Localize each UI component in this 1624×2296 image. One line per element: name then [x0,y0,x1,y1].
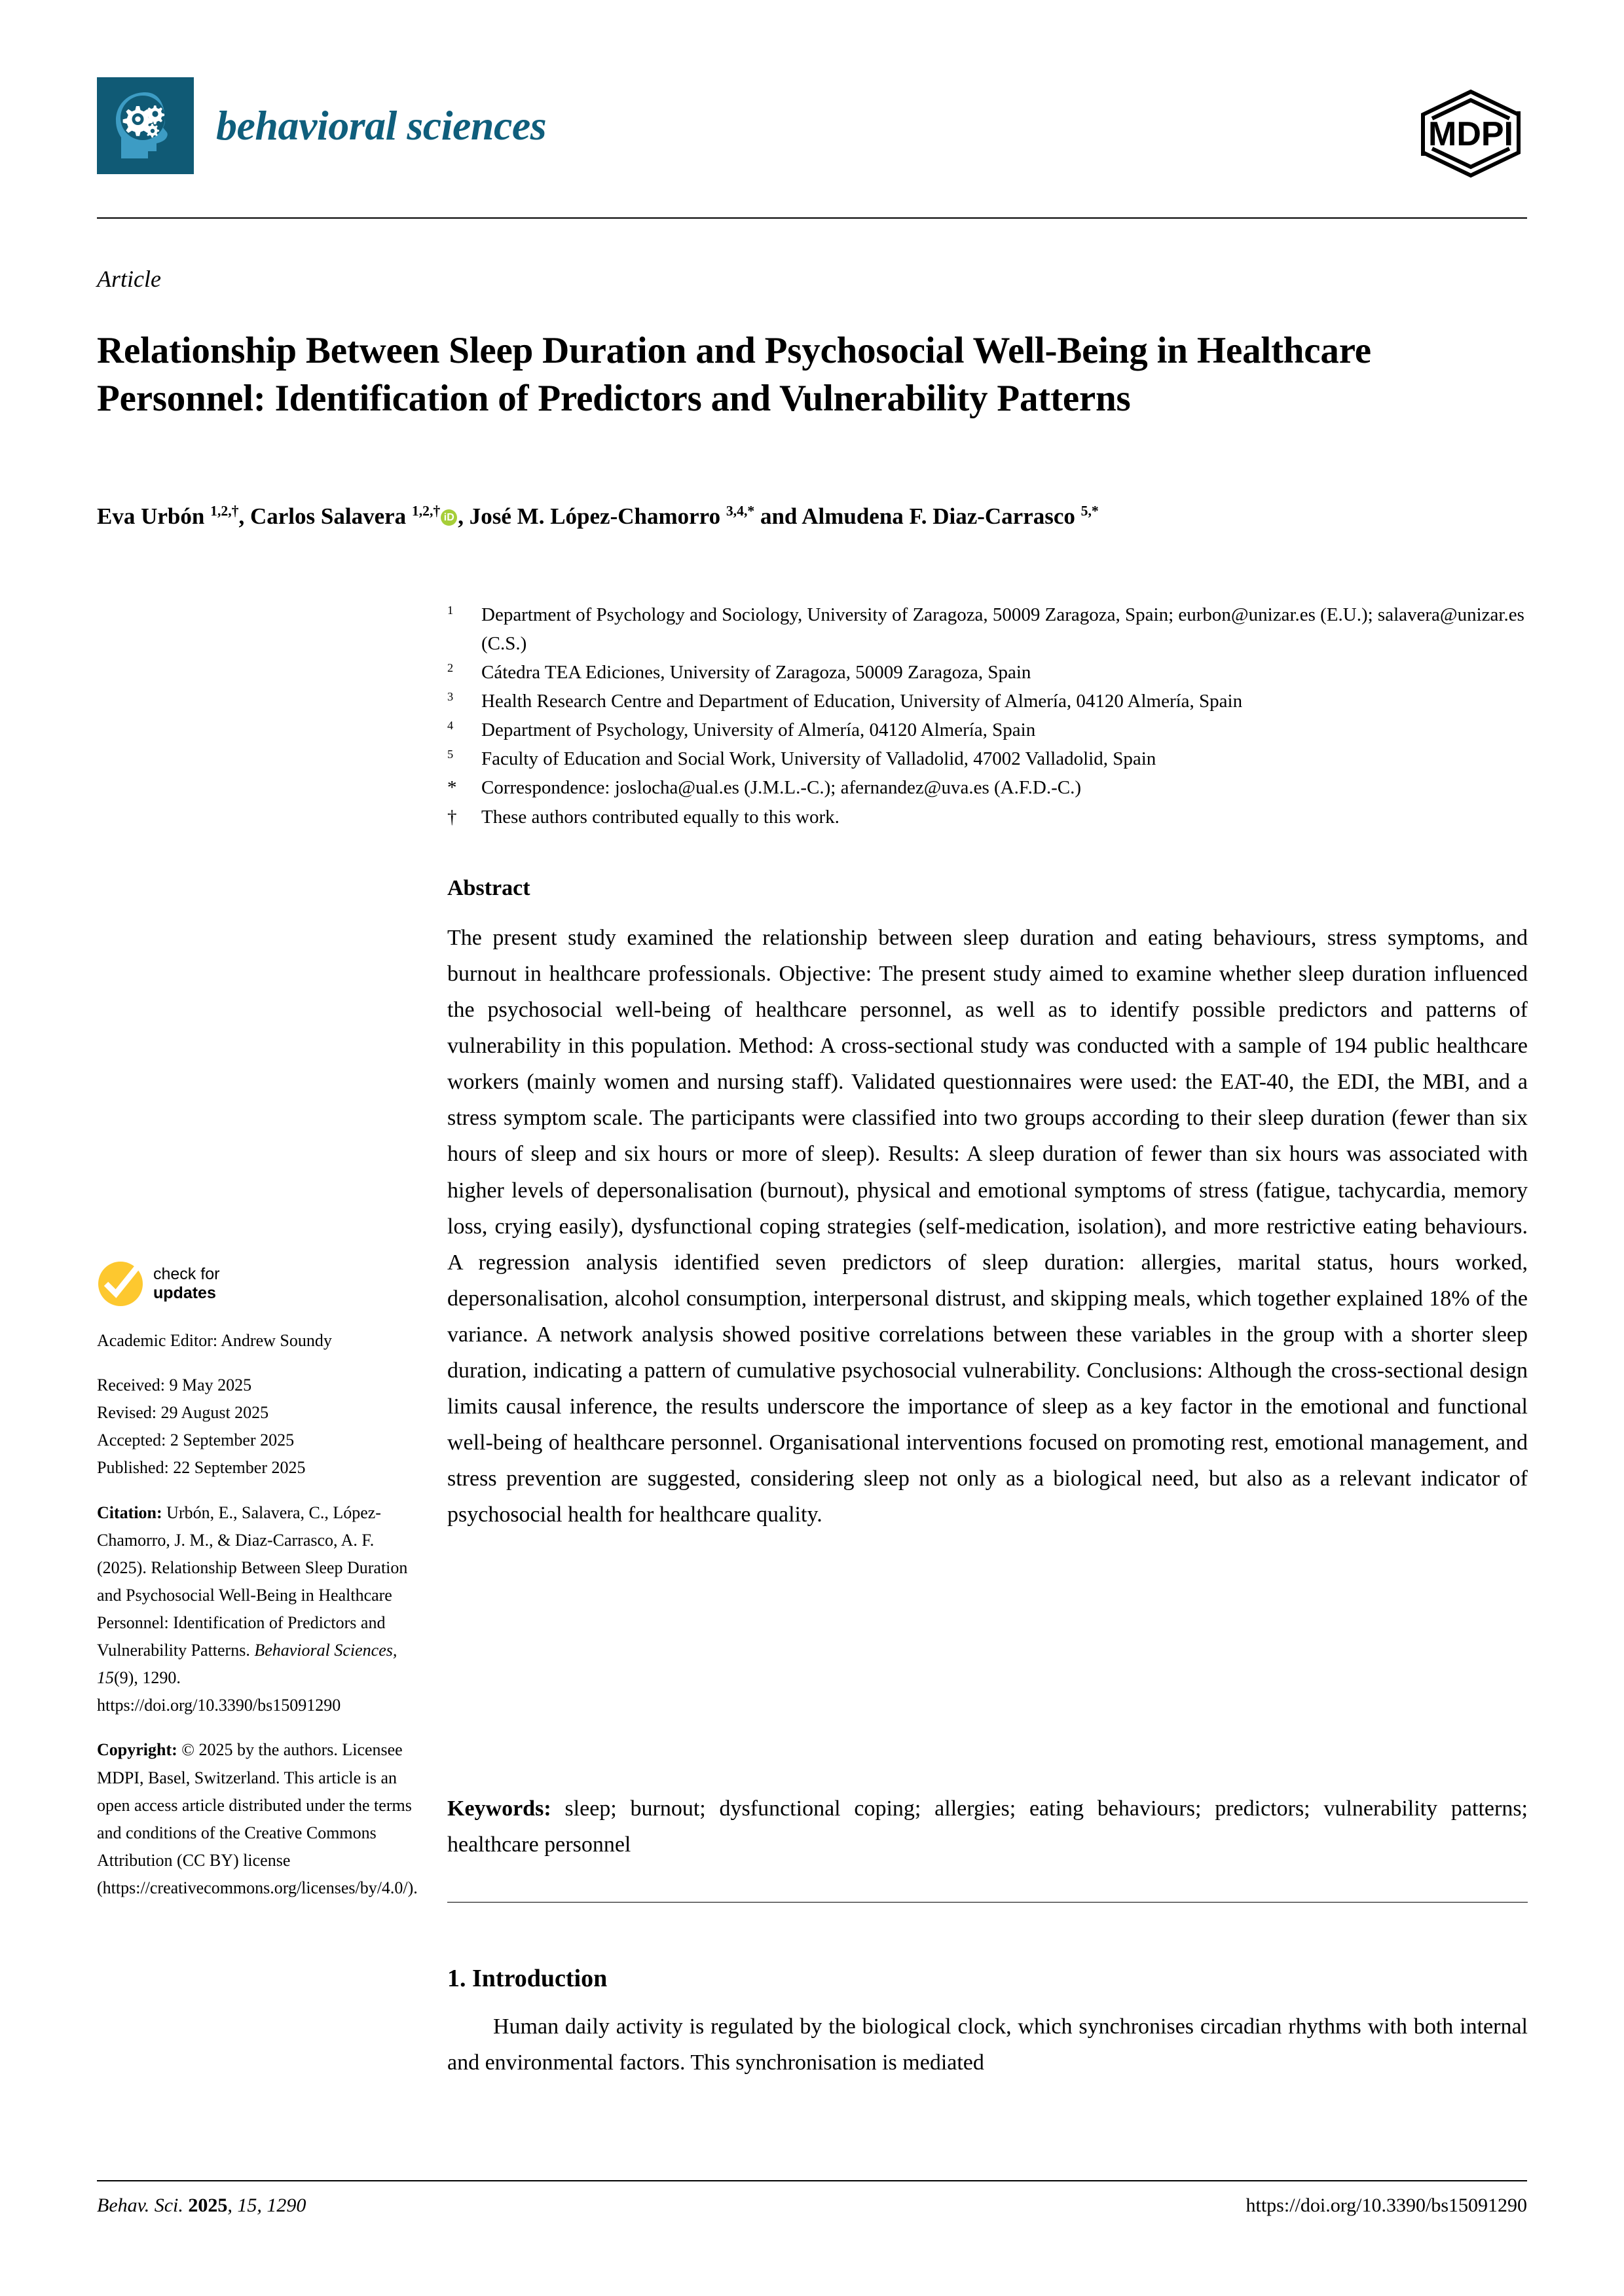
affiliation-text: Department of Psychology, University of Almería, 04120 Almería, Spain [481,720,1036,741]
affiliation-row [447,687,1528,716]
page-footer [97,2195,1527,2217]
affiliation-marker: 1 [447,604,454,617]
copyright-text: © 2025 by the authors. Licensee MDPI, Basel, Switzerland. This article is an open access article distributed under the terms and conditions of the Creative Commons Attribution (CC BY) license (https://creativecommons.org/licenses/by/4.0/). [97,1740,418,1897]
footer-year: 2025 [188,2195,228,2216]
author-affiliation-marker: 3,4,* [726,503,755,519]
affiliation-marker: † [447,806,457,828]
affiliation-text: Health Research Centre and Department of Education, University of Almería, 04120 Almería, Spain [481,691,1243,712]
footer-divider [97,2180,1527,2181]
affiliation-text: Cátedra TEA Ediciones, University of Zaragoza, 50009 Zaragoza, Spain [481,662,1031,683]
affiliations-list [447,600,1528,831]
author-separator: and [754,503,802,529]
author-list [97,501,1531,532]
affiliation-text: Department of Psychology and Sociology, University of Zaragoza, 50009 Zaragoza, Spain; eurbon@unizar.es (E.U.); salavera@unizar.es (C.S.) [481,604,1524,655]
masthead [97,77,1527,202]
crossmark-line-2: updates [153,1284,216,1302]
mdpi-logo-icon[interactable] [1414,88,1527,179]
citation-volume: , 15 [97,1641,397,1688]
date-accepted: Accepted: 2 September 2025 [97,1430,295,1450]
introduction-paragraph: Human daily activity is regulated by the biological clock, which synchronises circadian rhythms with both internal and environmental factors. This synchronisation is mediated [447,2014,1528,2075]
affiliation-marker: * [447,777,457,799]
introduction-heading: 1. Introduction [447,1965,608,1992]
keywords-label: Keywords: [447,1796,551,1821]
affiliation-row [447,658,1528,687]
behavioral-sciences-logo-icon [97,77,194,174]
footer-journal: Behav. Sci. [97,2195,183,2216]
crossmark-line-1: check for [153,1264,220,1283]
citation-block [97,1499,418,1720]
academic-editor: Academic Editor: Andrew Soundy [97,1331,332,1350]
date-received: Received: 9 May 2025 [97,1376,252,1395]
author-name: Carlos Salavera [249,503,412,529]
affiliation-marker: 2 [447,661,454,675]
page-title: Relationship Between Sleep Duration and Psychosocial Well-Being in Healthcare Personnel: Identification of Predictors and Vulnerability Patterns [97,330,1371,420]
check-for-updates-icon [97,1260,144,1307]
author-name: José M. López-Chamorro [469,503,726,529]
abstract-heading: Abstract [447,876,530,900]
author-affiliation-marker: 1,2,† [411,503,441,519]
abstract-text: The present study examined the relationship between sleep duration and eating behaviours, stress symptoms, and burnout in healthcare professionals. Objective: The present study aimed to examine whether sleep duration influenced the psychosocial well-being of healthcare personnel, as well as to identify possible predictors and patterns of vulnerability in this population. Method: A cross-sectional study was conducted with a sample of 194 public healthcare workers (mainly women and nursing staff). Validated questionnaires were used: the EAT-40, the EDI, the MBI, and a stress symptom scale. The participants were classified into two groups according to their sleep duration (fewer than six hours of sleep and six hours or more of sleep). Results: A sleep duration of fewer than six hours was associated with higher levels of depersonalisation (burnout), physical and emotional symptoms of stress (fatigue, tachycardia, memory loss, crying easily), dysfunctional coping strategies (self-medication, isolation), and more restrictive eating behaviours. A regression analysis identified seven predictors of sleep duration: allergies, marital status, hours worked, depersonalisation, alcohol consumption, interpersonal distrust, and skipping meals, which together explained 18% of the variance. A network analysis showed positive correlations between these variables in the group with a shorter sleep duration, indicating a pattern of cumulative psychosocial vulnerability. Conclusions: Although the cross-sectional design limits causal inference, the results underscore the importance of sleep as a key factor in the emotional and functional well-being of healthcare personnel. Organisational interventions focused on promoting rest, emotional management, and stress prevention are suggested, considering sleep not only as a biological need, but also as a relevant indicator of psychosocial health for healthcare quality. [447,926,1528,1527]
affiliation-text: These authors contributed equally to this work. [481,806,840,828]
copyright-block [97,1736,418,1902]
citation-doi[interactable]: https://doi.org/10.3390/bs15091290 [97,1696,341,1715]
footer-article-number: , 1290 [257,2195,306,2216]
date-published: Published: 22 September 2025 [97,1458,306,1478]
citation-text: Urbón, E., Salavera, C., López-Chamorro, J. M., & Diaz-Carrasco, A. F. (2025). Relationship Between Sleep Duration and Psychosocial Well-Being in Healthcare Personnel: Identification of Predictors and Vulnerability Patterns. [97,1503,408,1660]
affiliation-row [447,773,1528,802]
citation-journal: Behavioral Sciences [254,1641,393,1660]
journal-brand[interactable] [97,77,546,174]
affiliation-row [447,803,1528,831]
mdpi-wordmark: MDPI [1428,115,1513,153]
affiliation-row [447,600,1528,658]
crossmark-badge[interactable] [97,1260,418,1307]
author-separator: , [458,503,470,529]
footer-volume: 15 [237,2195,257,2216]
affiliation-text: Correspondence: joslocha@ual.es (J.M.L.-C.); afernandez@uva.es (A.F.D.-C.) [481,777,1081,799]
affiliation-row [447,716,1528,744]
author-affiliation-marker: 5,* [1080,503,1099,519]
author-name: Almudena F. Diaz-Carrasco [802,503,1081,529]
author-affiliation-marker: 1,2,† [210,503,239,519]
date-revised: Revised: 29 August 2025 [97,1403,269,1423]
article-type-label: Article [97,266,161,292]
keywords-text: sleep; burnout; dysfunctional coping; allergies; eating behaviours; predictors; vulnerability patterns; healthcare personnel [447,1796,1528,1857]
keywords [447,1791,1528,1863]
dates-block [97,1372,418,1482]
citation-label: Citation: [97,1503,162,1522]
author-separator: , [238,503,250,529]
affiliation-text: Faculty of Education and Social Work, University of Valladolid, 47002 Valladolid, Spain [481,748,1156,770]
footer-doi[interactable]: https://doi.org/10.3390/bs15091290 [1246,2195,1527,2216]
copyright-label: Copyright: [97,1740,177,1760]
author-name: Eva Urbón [97,503,211,529]
header-divider [97,217,1527,219]
affiliation-marker: 3 [447,690,454,704]
academic-editor-block [97,1327,418,1355]
footer-citation: Behav. Sci. 2025, 15, 1290 [97,2195,306,2216]
journal-title: behavioral sciences [216,102,547,149]
citation-issue: (9), 1290. [114,1668,181,1688]
affiliation-row [447,744,1528,773]
orcid-icon[interactable]: iD [441,509,457,526]
affiliation-marker: 4 [447,719,454,733]
affiliation-marker: 5 [447,748,454,761]
section-divider [447,1902,1528,1903]
sidebar [97,1260,418,1902]
